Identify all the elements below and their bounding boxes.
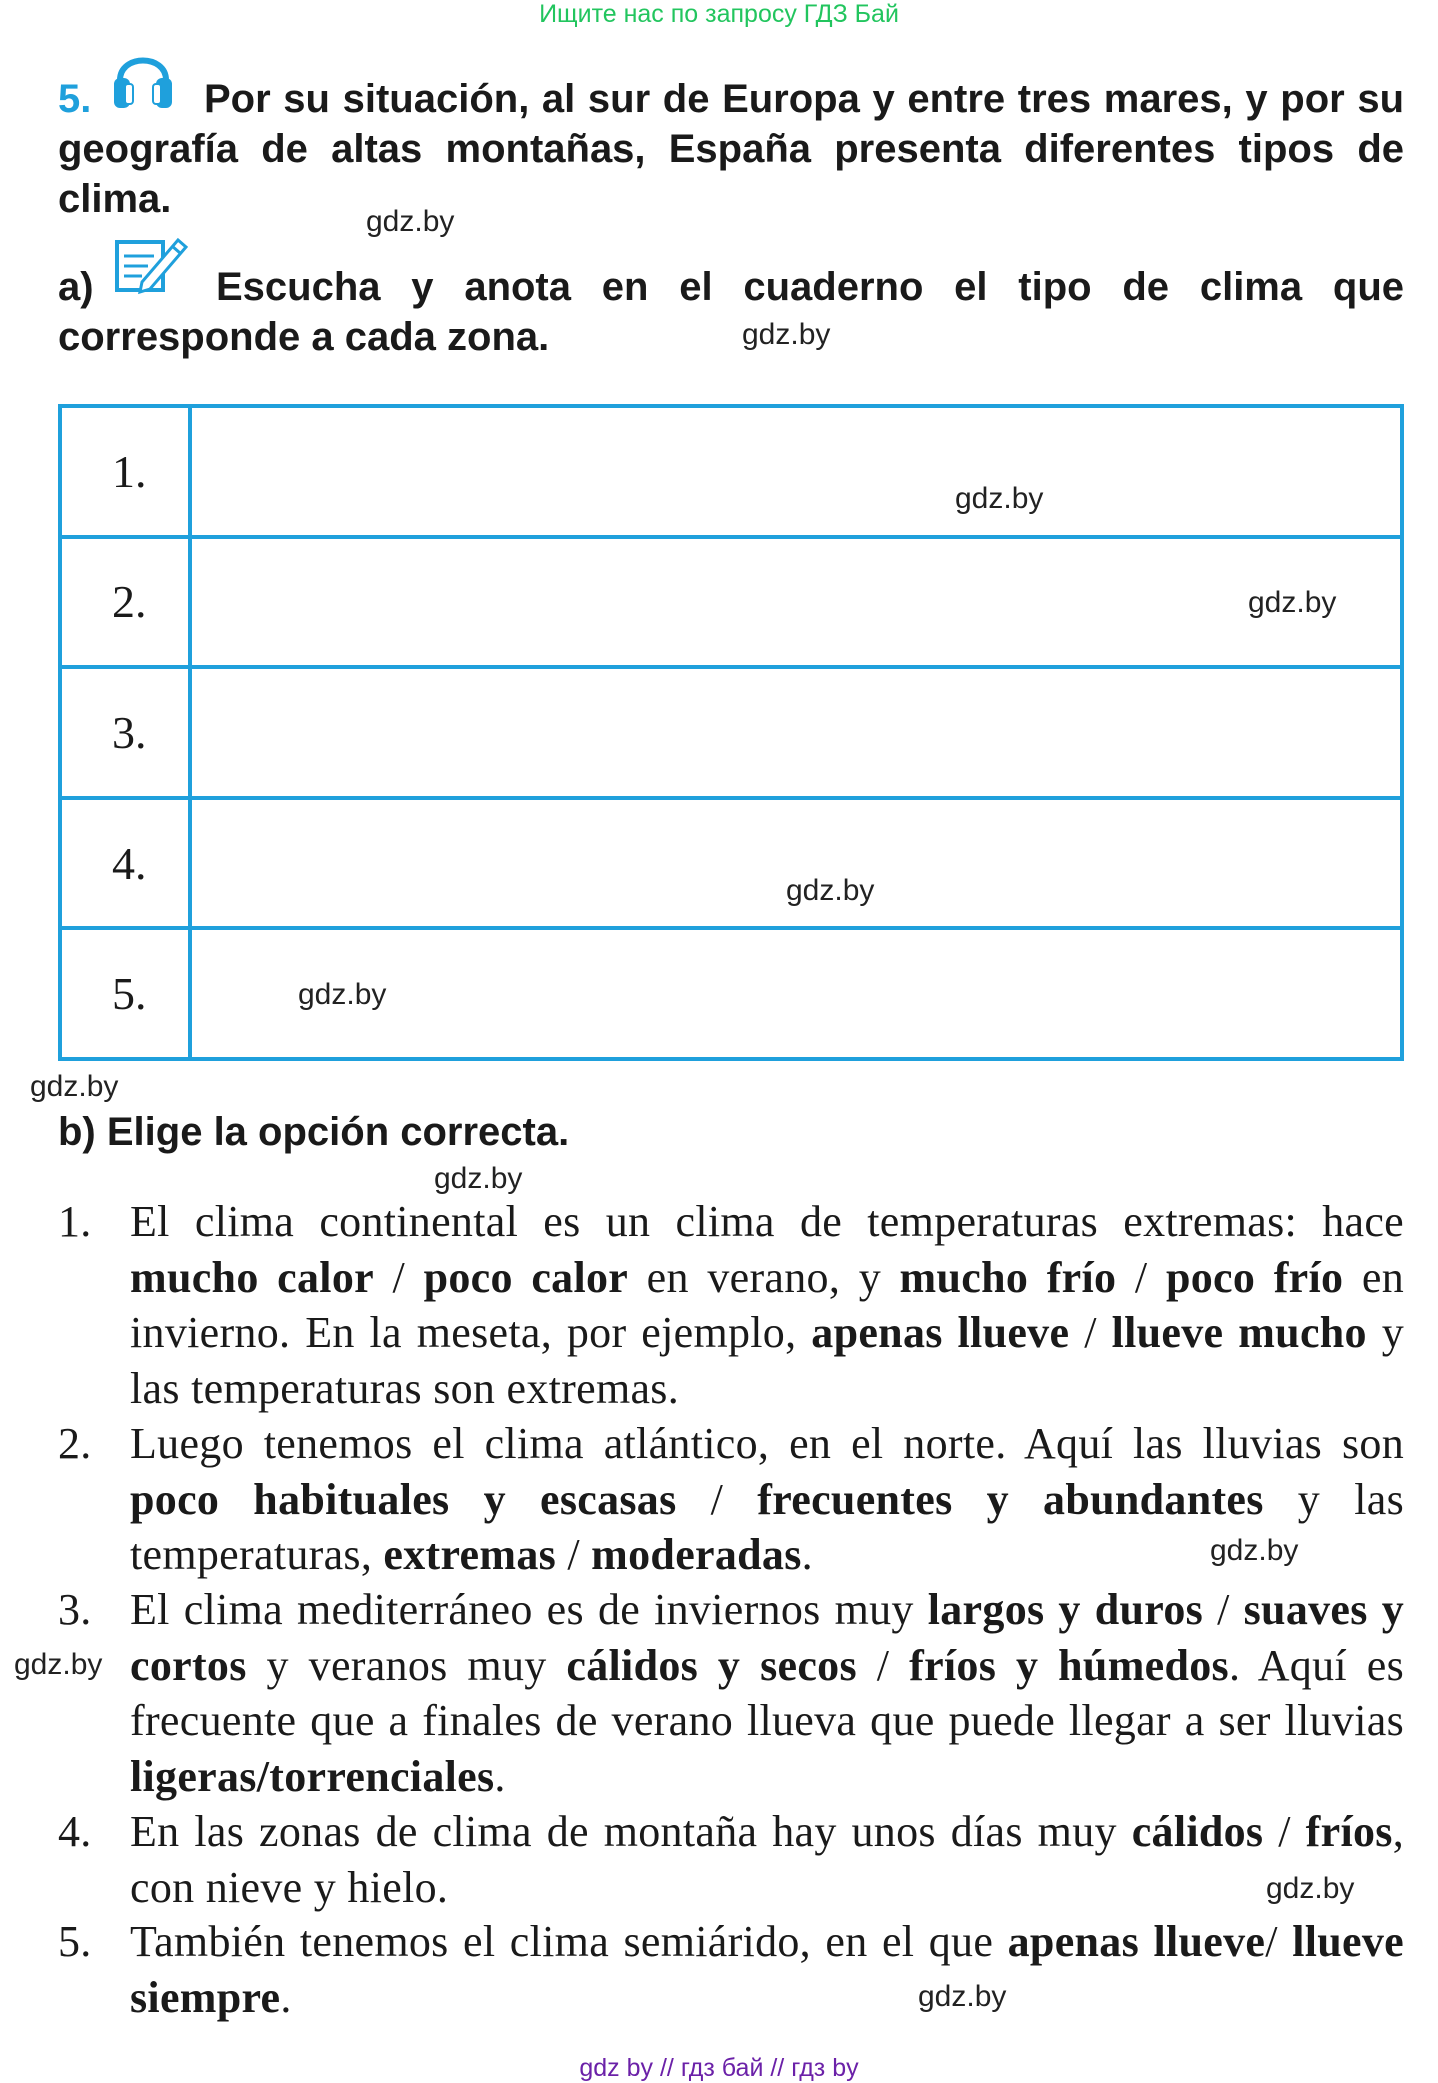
item-text: [130, 1582, 1404, 1804]
option-text: apenas llueve: [1007, 1917, 1266, 1966]
table-row: [60, 537, 1402, 668]
option-text: frecuentes y abundantes: [757, 1474, 1264, 1524]
item-text-part: /: [373, 1252, 424, 1302]
item-text-part: También tenemos el clima semiárido, en el que: [130, 1917, 1008, 1966]
item-text-part: y veranos muy: [246, 1640, 567, 1690]
table-row: [60, 798, 1402, 929]
item-text-part: /: [856, 1640, 910, 1690]
item-text-part: /: [676, 1474, 758, 1524]
watermark: gdz.by: [1248, 586, 1337, 619]
answer-cell: [190, 798, 1402, 929]
watermark: gdz.by: [1266, 1872, 1355, 1905]
item-text: [130, 1804, 1404, 1915]
option-text: moderadas: [591, 1530, 802, 1579]
watermark: gdz.by: [786, 874, 875, 907]
list-item: [58, 1582, 1404, 1804]
item-text-part: En las zonas de clima de montaña hay unos días muy: [130, 1807, 1132, 1856]
watermark: gdz.by: [918, 1980, 1007, 2013]
option-text: ligeras/torrenciales: [130, 1751, 495, 1801]
option-text: mucho frío: [899, 1252, 1117, 1302]
list-item: [58, 1804, 1404, 1915]
table-row: [60, 667, 1402, 798]
exercise-intro: Por su situación, al sur de Europa y entre tres mares, y por su geografía de altas montañas, España presenta diferentes tipos de clima.: [58, 77, 1404, 221]
item-text-part: y las temperaturas,: [130, 1474, 1404, 1579]
item-text-part: .: [801, 1530, 813, 1579]
item-text-part: . Aquí es frecuente que a finales de verano llueva que puede llegar a ser lluvias: [130, 1640, 1405, 1745]
item-text: [130, 1194, 1404, 1416]
item-text-part: , con nieve y hielo.: [130, 1807, 1405, 1912]
watermark: gdz.by: [30, 1070, 119, 1103]
exercise-number: 5.: [58, 77, 92, 121]
option-text: llueve siempre: [130, 1917, 1404, 2022]
item-text-part: Luego tenemos el clima atlántico, en el norte. Aquí las lluvias son: [130, 1419, 1404, 1468]
item-number: 1.: [58, 1197, 92, 1246]
watermark: gdz.by: [1210, 1534, 1299, 1567]
watermark: gdz.by: [366, 205, 455, 238]
option-text: cálidos: [1131, 1807, 1264, 1856]
top-note: Ищите нас по запросу ГДЗ Бай: [539, 0, 899, 28]
item-number: 4.: [58, 1807, 92, 1856]
item-text-part: /: [556, 1530, 592, 1579]
watermark: gdz.by: [955, 482, 1044, 515]
watermark: gdz.by: [434, 1162, 523, 1195]
option-text: poco frío: [1165, 1252, 1344, 1302]
option-text: fríos: [1305, 1807, 1393, 1856]
item-text-part: en verano, y: [628, 1252, 900, 1302]
answer-cell: [190, 537, 1402, 668]
part-a-text: Escucha y anota en el cuaderno el tipo de clima que corresponde a cada zona.: [58, 265, 1404, 359]
option-text: llueve mucho: [1111, 1308, 1367, 1357]
watermark: gdz.by: [14, 1648, 103, 1681]
part-b-title: b) Elige la opción correcta.: [58, 1110, 570, 1154]
option-text: poco calor: [423, 1252, 629, 1302]
option-text: poco habituales y escasas: [130, 1474, 677, 1524]
item-number: 2.: [58, 1419, 92, 1468]
item-text-part: El clima continental es un clima de temperaturas extremas: hace: [130, 1197, 1404, 1246]
item-text-part: y las temperaturas son extremas.: [130, 1308, 1405, 1413]
footer-note: gdz by // гдз бай // гдз by: [579, 2054, 859, 2082]
list-item: [58, 1914, 1404, 2025]
list-item: [58, 1416, 1404, 1583]
item-text-part: .: [280, 1972, 292, 2022]
table-row: [60, 406, 1402, 537]
item-number: 5.: [58, 1917, 92, 1966]
option-text: fríos y húmedos: [909, 1640, 1229, 1690]
watermark: gdz.by: [298, 978, 387, 1011]
row-number: 4.: [60, 798, 190, 929]
part-a-label: a): [58, 265, 94, 309]
answer-cell: [190, 406, 1402, 537]
answer-table: [58, 404, 1404, 1061]
option-text: apenas llueve: [811, 1308, 1070, 1357]
option-text: suaves y cortos: [130, 1585, 1404, 1690]
row-number: 1.: [60, 406, 190, 537]
item-text-part: /: [1069, 1308, 1112, 1357]
list-item: [58, 1194, 1404, 1416]
item-text: [130, 1914, 1404, 2025]
item-text-part: .: [494, 1751, 506, 1801]
item-text-part: /: [1116, 1252, 1166, 1302]
item-text-part: /: [1203, 1585, 1244, 1634]
row-number: 5.: [60, 928, 190, 1059]
item-text-part: en invierno. En la meseta, por ejemplo,: [130, 1252, 1404, 1357]
option-text: mucho calor: [130, 1252, 374, 1302]
item-text-part: El clima mediterráneo es de inviernos muy: [130, 1585, 928, 1634]
watermark: gdz.by: [742, 318, 831, 351]
option-text: extremas: [383, 1530, 557, 1579]
answer-cell: [190, 667, 1402, 798]
row-number: 3.: [60, 667, 190, 798]
item-text-part: /: [1265, 1917, 1293, 1966]
option-text: largos y duros: [927, 1585, 1204, 1634]
table-row: [60, 928, 1402, 1059]
option-text: cálidos y secos: [566, 1640, 857, 1690]
item-number: 3.: [58, 1585, 92, 1634]
row-number: 2.: [60, 537, 190, 668]
item-text-part: /: [1263, 1807, 1306, 1856]
